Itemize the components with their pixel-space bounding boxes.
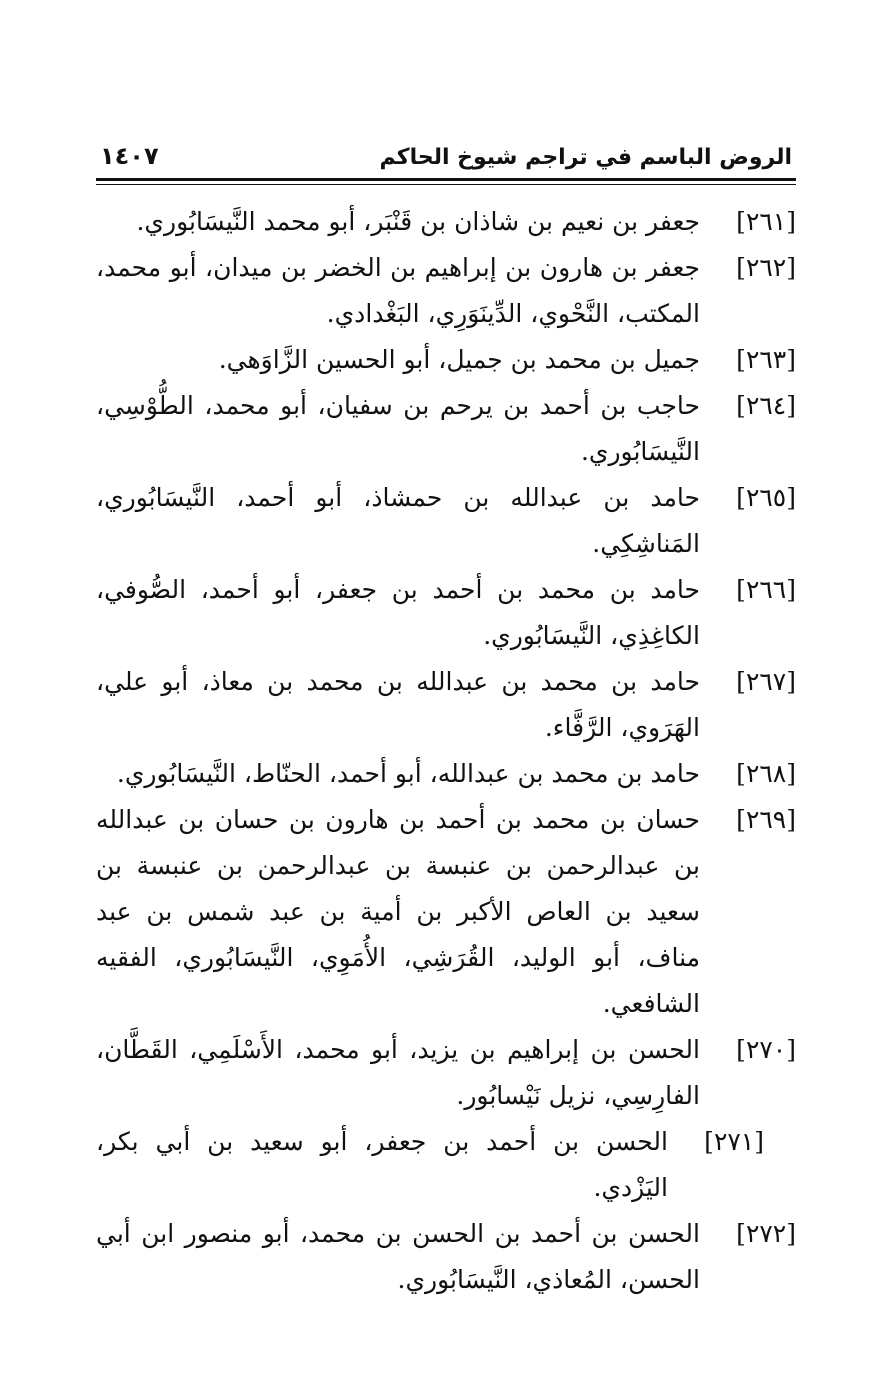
- entry-text: جميل بن محمد بن جميل، أبو الحسين الزَّاوَهي.: [218, 345, 700, 374]
- entry-number: [٢٦٣]: [736, 345, 796, 374]
- entry-text: الحسن بن أحمد بن جعفر، أبو سعيد بن أبي بكر، اليَزْدي.: [96, 1127, 668, 1202]
- entry-number: [٢٧٠]: [736, 1035, 796, 1064]
- entry-number: [٢٦٥]: [736, 483, 796, 512]
- entry: [96, 475, 796, 567]
- entry-number: [٢٦٧]: [736, 667, 796, 696]
- entry-text: حسان بن محمد بن أحمد بن هارون بن حسان بن عبدالله بن عبدالرحمن بن عنبسة بن عبدالرحمن بن عنبسة بن سعيد بن العاص الأكبر بن أمية بن عبد شمس بن عبد مناف، أبو الوليد، القُرَشِي، الأُمَوِي، النَّيسَابُوري، الفقيه الشافعي.: [96, 805, 700, 1018]
- page-header: [96, 124, 796, 176]
- entry: [96, 659, 796, 751]
- header-rule-thin: [96, 184, 796, 185]
- header-rule-thick: [96, 178, 796, 181]
- entry: [96, 1119, 796, 1211]
- entry-number: [٢٦٩]: [736, 805, 796, 834]
- entry: [96, 751, 796, 797]
- entry-text: جعفر بن هارون بن إبراهيم بن الخضر بن ميدان، أبو محمد، المكتب، النَّحْوي، الدِّينَوَرِي، البَغْدادي.: [96, 253, 700, 328]
- entry-number: [٢٦١]: [736, 207, 796, 236]
- entry: [96, 1211, 796, 1303]
- entry: [96, 337, 796, 383]
- entry-text: الحسن بن أحمد بن الحسن بن محمد، أبو منصور ابن أبي الحسن، المُعاذي، النَّيسَابُوري.: [96, 1219, 700, 1294]
- page-number: ١٤٠٧: [100, 142, 159, 170]
- entry-text: حامد بن محمد بن أحمد بن جعفر، أبو أحمد، الصُّوفي، الكاغِذِي، النَّيسَابُوري.: [96, 575, 700, 650]
- entry-text: حامد بن عبدالله بن حمشاذ، أبو أحمد، النَّيسَابُوري، المَناشِكِي.: [96, 483, 700, 558]
- entry: [96, 1027, 796, 1119]
- entries-list: [96, 199, 796, 1303]
- entry: [96, 199, 796, 245]
- entry: [96, 797, 796, 1027]
- entry-number: [٢٧٢]: [736, 1219, 796, 1248]
- document-page: [96, 124, 796, 1374]
- entry-text: الحسن بن إبراهيم بن يزيد، أبو محمد، الأَسْلَمِي، القَطَّان، الفارِسِي، نزيل نَيْسابُور.: [96, 1035, 700, 1110]
- entry-text: حامد بن محمد بن عبدالله بن محمد بن معاذ، أبو علي، الهَرَوي، الرَّفَّاء.: [96, 667, 700, 742]
- running-title: الروض الباسم في تراجم شيوخ الحاكم: [379, 145, 792, 170]
- entry-number: [٢٧١]: [704, 1127, 764, 1156]
- entry-text: حاجب بن أحمد بن يرحم بن سفيان، أبو محمد، الطُّوْسِي، النَّيسَابُوري.: [96, 391, 700, 466]
- entry-number: [٢٦٦]: [736, 575, 796, 604]
- entry: [96, 245, 796, 337]
- entry: [96, 567, 796, 659]
- entry-number: [٢٦٢]: [736, 253, 796, 282]
- entry: [96, 383, 796, 475]
- entry-number: [٢٦٨]: [736, 759, 796, 788]
- entry-text: جعفر بن نعيم بن شاذان بن قَنْبَر، أبو محمد النَّيسَابُوري.: [136, 207, 700, 236]
- entry-text: حامد بن محمد بن عبدالله، أبو أحمد، الحنّاط، النَّيسَابُوري.: [116, 759, 700, 788]
- entry-number: [٢٦٤]: [736, 391, 796, 420]
